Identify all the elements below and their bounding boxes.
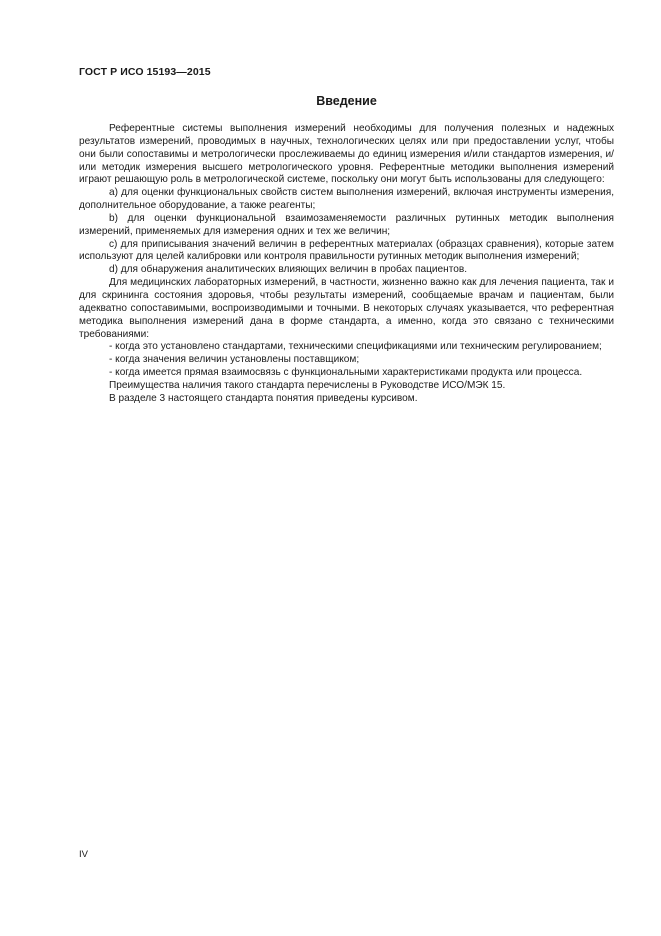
- paragraph-medical: Для медицинских лабораторных измерений, в частности, жизненно важно как для лечения пациента, так и для скрининга состояния здоровья, чтобы результаты измерений, сообщаемые врачам и пациентам, были адекватно сопоставимыми, воспроизводимыми и точными. В некоторых случаях указывается, что референтная методика выполнения измерений дана в форме стандарта, а именно, когда это связано с техническими требованиями:: [79, 277, 614, 340]
- bullet-item-supplier: - когда значения величин установлены поставщиком;: [109, 354, 360, 366]
- document-body: [79, 123, 614, 406]
- list-item-b: b) для оценки функциональной взаимозаменяемости различных рутинных методик выполнения измерений, применяемых для измерения одних и тех же величин;: [79, 212, 614, 237]
- bullet-item-characteristics: - когда имеется прямая взаимосвязь с функциональными характеристиками продукта или процесса.: [109, 367, 583, 379]
- list-item-d: d) для обнаружения аналитических влияющих величин в пробах пациентов.: [109, 264, 468, 276]
- bullet-item-regulation: - когда это установлено стандартами, техническими спецификациями или техническим регулированием;: [109, 341, 602, 353]
- paragraph-intro: Референтные системы выполнения измерений необходимы для получения полезных и надежных результатов измерений, проводимых в научных, технологических целях или при предоставлении услуг, чтобы они были сопоставимы и метрологически прослеживаемы до единиц измерения и/или стандартов измерения, и/или методик измерения высшего метрологического уровня. Референтные методики выполнения измерений играют решающую роль в метрологической системе, поскольку они могут быть использованы для следующего:: [79, 123, 614, 186]
- document-header: ГОСТ Р ИСО 15193—2015: [79, 66, 211, 78]
- page-number: IV: [79, 849, 88, 860]
- list-item-c: c) для приписывания значений величин в референтных материалах (образцах сравнения), которые затем используют для целей калибровки или контроля правильности рутинных методик выполнения измерений;: [79, 238, 614, 263]
- paragraph-italics-note: В разделе 3 настоящего стандарта понятия приведены курсивом.: [109, 392, 418, 404]
- list-item-a: a) для оценки функциональных свойств систем выполнения измерений, включая инструменты измерения, дополнительное оборудование, а также реагенты;: [79, 187, 614, 212]
- section-title: Введение: [316, 94, 377, 108]
- paragraph-advantages: Преимущества наличия такого стандарта перечислены в Руководстве ИСО/МЭК 15.: [109, 379, 506, 391]
